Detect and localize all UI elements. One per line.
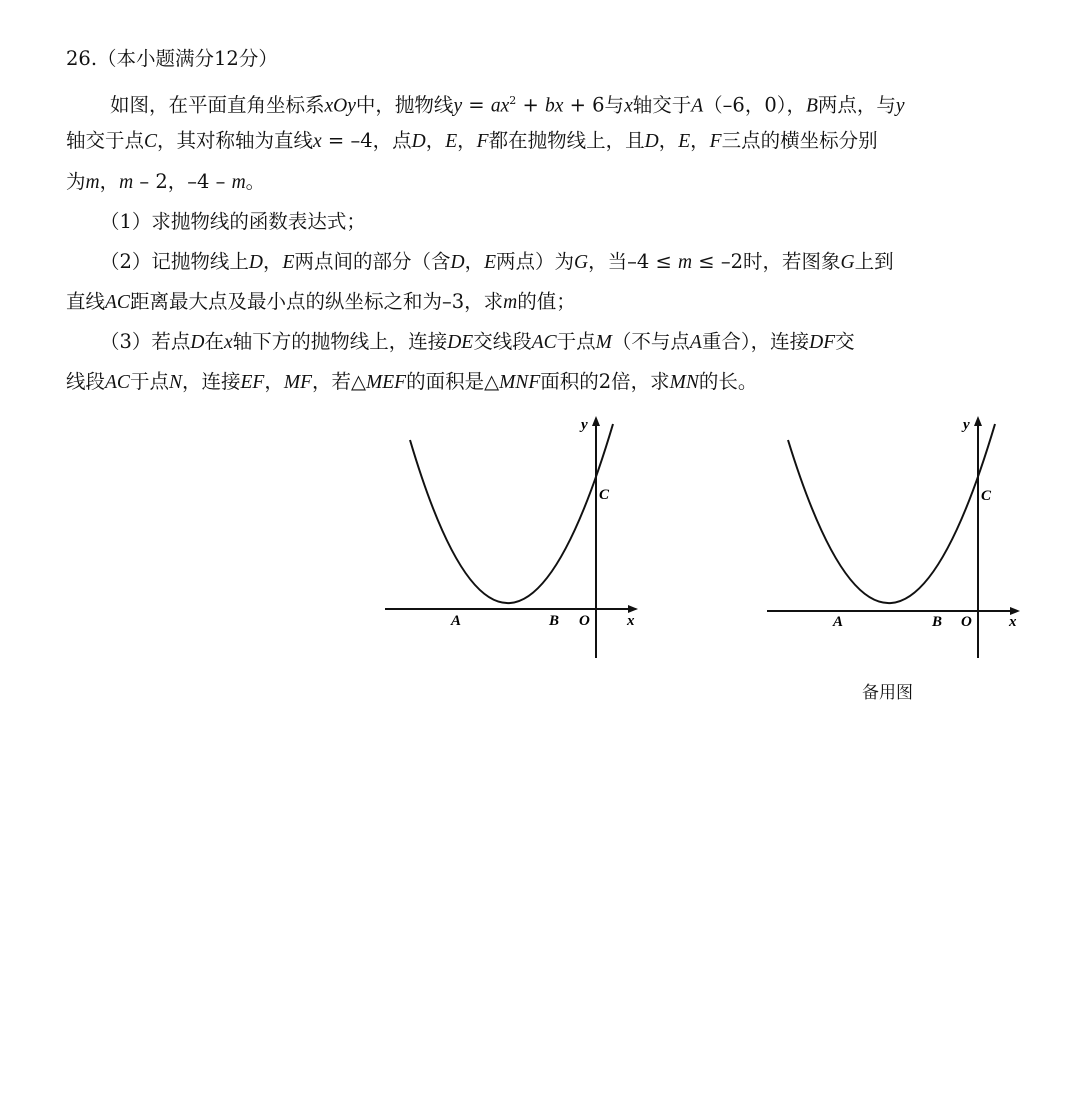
text: 在 [204, 330, 225, 353]
math: bx [545, 95, 564, 117]
text: 两点间的部分（含 [294, 250, 451, 273]
problem-header [66, 44, 1046, 74]
math: m [119, 172, 134, 193]
math: D [190, 332, 205, 353]
question-1 [100, 207, 1080, 237]
math: E [678, 131, 691, 152]
math: N [168, 372, 182, 393]
math: x [624, 95, 633, 117]
text: 三点的横坐标分别 [721, 129, 878, 152]
text: 为 [66, 170, 86, 193]
problem-stem-line-2 [66, 126, 1046, 157]
text: 的长。 [698, 370, 758, 393]
superscript: 2 [509, 94, 517, 107]
math: F [709, 131, 722, 152]
question-3-line-2 [66, 367, 1046, 398]
text: ， [264, 370, 284, 393]
text: ，若△ [311, 370, 366, 393]
text: ， [425, 129, 446, 152]
text: 于点 [129, 370, 169, 393]
x-axis-label: x [627, 613, 635, 629]
math: m [678, 252, 693, 273]
text: + [516, 93, 545, 117]
math: E [484, 252, 496, 273]
text: 轴交于点 [66, 129, 145, 152]
math: DE [447, 332, 474, 353]
origin-label: O [961, 614, 972, 630]
point-a-label: A [451, 613, 462, 629]
math: E [445, 131, 458, 152]
parabola-curve [788, 424, 995, 603]
text: = –4，点 [321, 129, 412, 152]
math: D [644, 131, 659, 152]
text: 中，抛物线 [355, 93, 454, 117]
math: E [282, 252, 295, 273]
text: ， [464, 250, 485, 273]
text: （2）记抛物线上 [100, 250, 249, 273]
text: 交 [835, 330, 855, 353]
math: D [248, 252, 264, 273]
parabola-curve [410, 424, 613, 603]
math: G [574, 252, 589, 273]
text: 线段 [66, 370, 106, 393]
math: m [503, 292, 518, 313]
text: + 6与 [563, 93, 625, 117]
text: （1）求抛物线的函数表达式； [100, 210, 366, 233]
text: 轴下方的抛物线上，连接 [232, 330, 448, 353]
math: ax [490, 95, 510, 117]
point-b-label: B [932, 614, 943, 630]
math: D [411, 131, 426, 152]
math: F [476, 131, 489, 152]
question-3-line-1 [100, 327, 1080, 358]
problem-stem-line-1 [110, 86, 1080, 122]
math: M [595, 332, 612, 353]
math: G [840, 252, 855, 273]
parabola-figure-backup [762, 412, 1032, 664]
text: ， [99, 170, 120, 193]
x-axis-label: x [1009, 614, 1017, 630]
math: MEF [365, 372, 407, 393]
text: （不与点 [611, 330, 690, 353]
text: – 2，–4 – [133, 170, 232, 193]
text: 两点）为 [496, 250, 575, 273]
question-2-line-1 [100, 247, 1080, 278]
math: EF [240, 372, 265, 393]
text: ， [658, 129, 679, 152]
math: MNF [499, 372, 541, 393]
point-c-label: C [981, 488, 992, 504]
backup-figure-caption: 备用图 [862, 683, 913, 703]
math: xOy [324, 95, 356, 117]
y-axis-label: y [963, 417, 970, 433]
text: 轴交于 [632, 93, 692, 117]
text: 的面积是△ [406, 370, 500, 393]
text: 于点 [556, 330, 596, 353]
math: y [895, 95, 905, 117]
math: A [689, 332, 702, 353]
origin-label: O [579, 613, 590, 629]
text: 重合），连接 [701, 330, 810, 353]
point-a-label: A [833, 614, 844, 630]
y-axis-arrow [974, 416, 982, 426]
text: ， [263, 250, 283, 273]
math: MF [283, 372, 312, 393]
text: （3）若点 [100, 330, 191, 353]
math: y [453, 95, 463, 117]
math: x [313, 131, 322, 152]
x-axis-arrow [628, 605, 638, 613]
math: AC [105, 292, 130, 313]
math: MN [669, 372, 699, 393]
text: （–6，0）， [703, 93, 806, 117]
text: 直线 [66, 290, 106, 313]
text: 都在抛物线上，且 [488, 129, 645, 152]
question-2-line-2 [66, 287, 1046, 318]
text: ， [457, 129, 477, 152]
text: ，当–4 ≤ [588, 250, 679, 273]
y-axis-arrow [592, 416, 600, 426]
header-text: 26.（本小题满分12分） [66, 47, 278, 70]
math: x [224, 332, 233, 353]
math: C [144, 131, 158, 152]
math: AC [105, 372, 130, 393]
math: DF [809, 332, 836, 353]
text: 如图，在平面直角坐标系 [110, 93, 325, 117]
problem-stem-line-3 [66, 167, 1046, 198]
parabola-figure-main [380, 412, 650, 664]
text: ， [690, 129, 710, 152]
text: 面积的2倍，求 [540, 370, 670, 393]
text: 的值； [517, 290, 576, 313]
math: D [450, 252, 465, 273]
text: 两点，与 [817, 93, 896, 117]
y-axis-label: y [581, 417, 588, 433]
point-b-label: B [549, 613, 560, 629]
point-c-label: C [599, 487, 610, 503]
text: 。 [245, 170, 266, 193]
math: A [691, 95, 704, 117]
math: AC [531, 332, 557, 353]
math: m [231, 172, 246, 193]
text: ，连接 [181, 370, 241, 393]
text: ≤ –2时，若图象 [692, 250, 841, 273]
text: = [462, 93, 491, 117]
math: m [85, 172, 100, 193]
math: B [805, 95, 818, 117]
text: 距离最大点及最小点的纵坐标之和为–3，求 [129, 290, 504, 313]
text: ，其对称轴为直线 [157, 129, 314, 152]
text: 交线段 [473, 330, 532, 353]
text: 上到 [854, 250, 894, 273]
